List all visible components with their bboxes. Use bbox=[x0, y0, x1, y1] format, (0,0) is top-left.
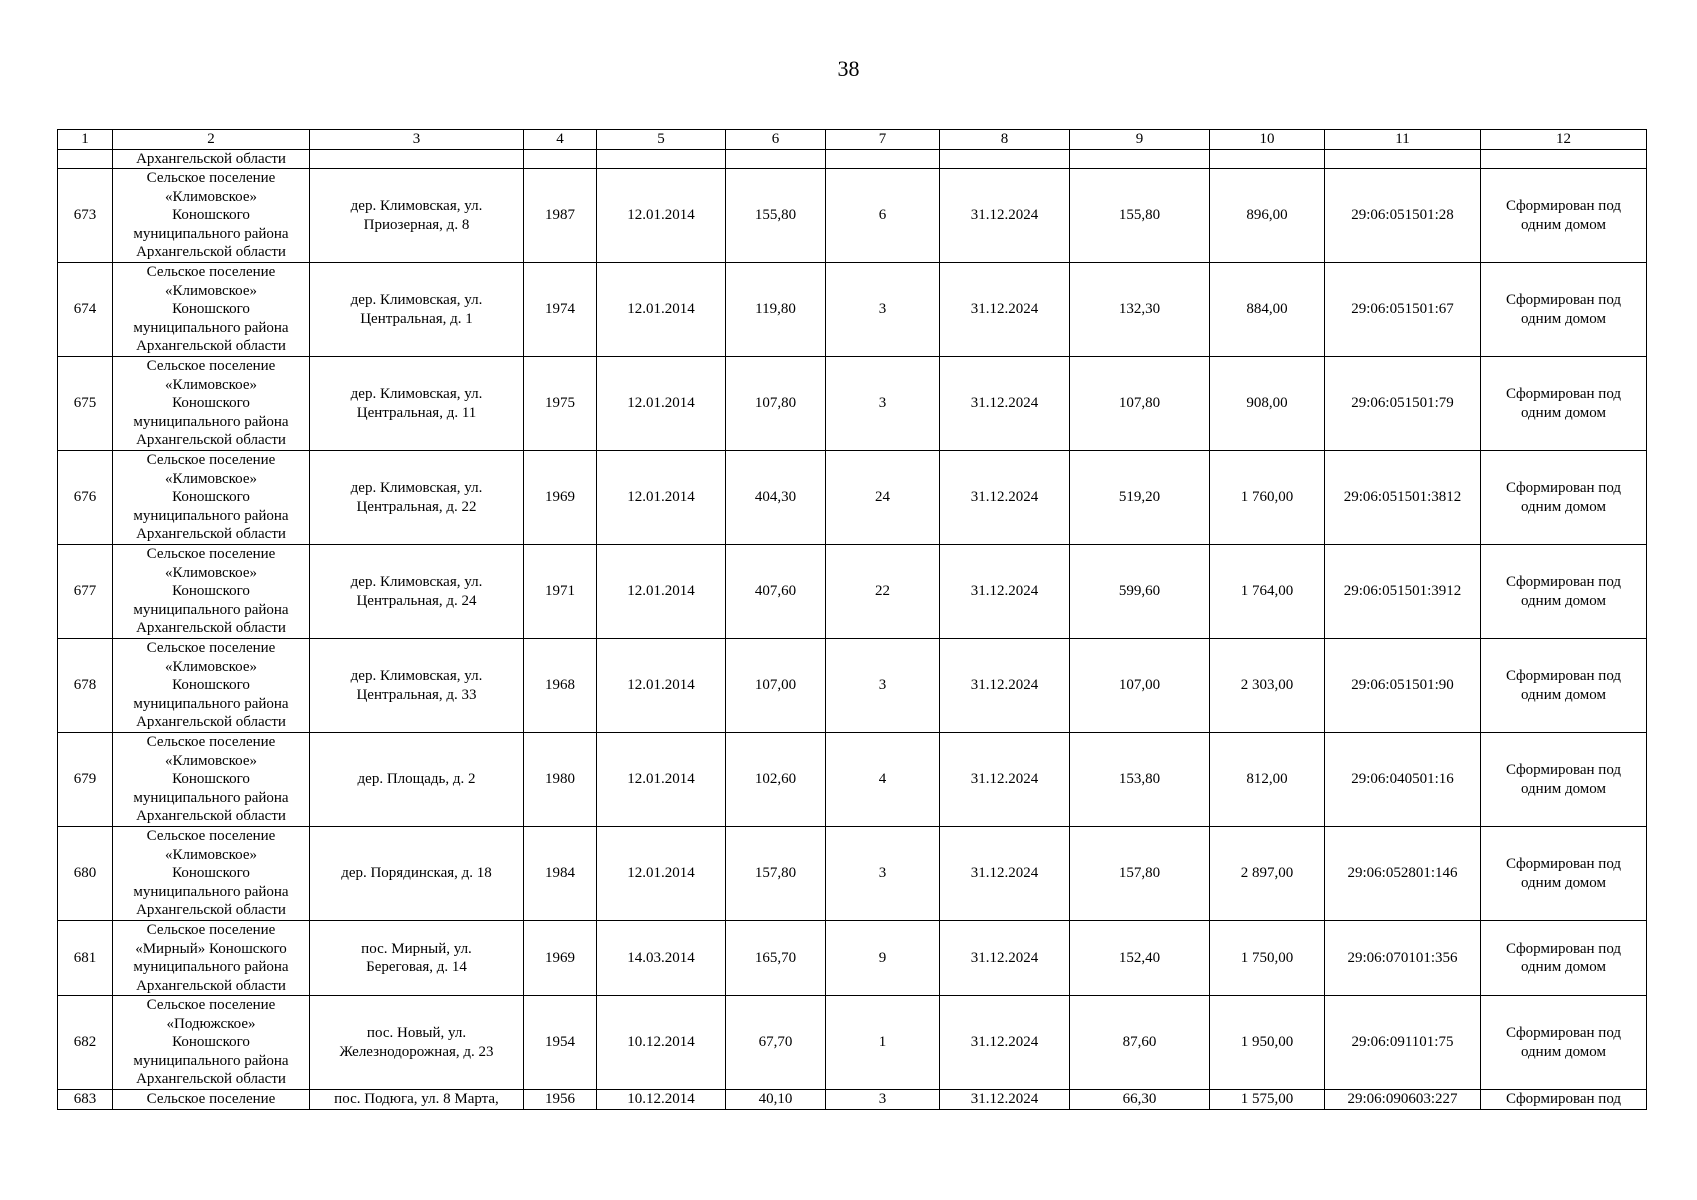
text-line: одним домом bbox=[1520, 216, 1607, 233]
column-header-4: 4 bbox=[524, 130, 597, 150]
text-line: дер. Климовская, ул. bbox=[350, 386, 483, 402]
cell-num bbox=[58, 149, 113, 169]
cell-date: 12.01.2014 bbox=[597, 263, 726, 357]
cell-persons: 9 bbox=[826, 921, 940, 996]
cell-area-2: 152,40 bbox=[1070, 921, 1210, 996]
cell-address bbox=[310, 827, 524, 921]
text-line: Коношского bbox=[172, 1034, 250, 1051]
text-line: дер. Площадь, д. 2 bbox=[357, 771, 476, 788]
cell-cadastre: 29:06:090603:227 bbox=[1325, 1090, 1481, 1110]
cell-status bbox=[1481, 921, 1647, 996]
text-line: «Климовское» bbox=[164, 752, 258, 769]
cell-land-area: 812,00 bbox=[1210, 733, 1325, 827]
cell-area-2: 599,60 bbox=[1070, 545, 1210, 639]
text-line: Сформирован под bbox=[1505, 386, 1622, 402]
cell-area: 119,80 bbox=[726, 263, 826, 357]
text-line: Архангельской области bbox=[136, 714, 286, 731]
text-line: одним домом bbox=[1520, 310, 1607, 327]
cell-land-area: 1 750,00 bbox=[1210, 921, 1325, 996]
cell-municipality bbox=[113, 545, 310, 639]
text-line: Архангельской области bbox=[136, 977, 286, 994]
text-line: муниципального района bbox=[133, 883, 289, 900]
cell-date: 12.01.2014 bbox=[597, 169, 726, 263]
cell-municipality: Архангельской области bbox=[113, 149, 310, 169]
cell-persons: 6 bbox=[826, 169, 940, 263]
cell-date: 12.01.2014 bbox=[597, 451, 726, 545]
cell-date: 12.01.2014 bbox=[597, 639, 726, 733]
cell-land-area: 908,00 bbox=[1210, 357, 1325, 451]
cell-status bbox=[1481, 149, 1647, 169]
text-line: Центральная, д. 22 bbox=[356, 498, 477, 515]
cell-deadline: 31.12.2024 bbox=[940, 451, 1070, 545]
cell-deadline: 31.12.2024 bbox=[940, 639, 1070, 733]
text-line: Коношского bbox=[172, 489, 250, 506]
cell-num: 680 bbox=[58, 827, 113, 921]
cell-status bbox=[1481, 996, 1647, 1090]
text-line: муниципального района bbox=[133, 695, 289, 712]
column-header-12: 12 bbox=[1481, 130, 1647, 150]
text-line: муниципального района bbox=[133, 789, 289, 806]
cell-municipality bbox=[113, 639, 310, 733]
cell-status bbox=[1481, 263, 1647, 357]
cell-municipality bbox=[113, 921, 310, 996]
column-header-5: 5 bbox=[597, 130, 726, 150]
text-line: Сформирован под bbox=[1505, 1025, 1622, 1041]
cell-address bbox=[310, 733, 524, 827]
cell-num: 678 bbox=[58, 639, 113, 733]
text-line: Центральная, д. 11 bbox=[356, 404, 477, 421]
text-line: Архангельской области bbox=[136, 432, 286, 449]
text-line: Сформирован под bbox=[1505, 668, 1622, 684]
text-line: Береговая, д. 14 bbox=[366, 959, 467, 975]
text-line: Сельское поселение bbox=[146, 1091, 276, 1107]
cell-persons: 24 bbox=[826, 451, 940, 545]
cell-num: 675 bbox=[58, 357, 113, 451]
cell-num: 679 bbox=[58, 733, 113, 827]
text-line: «Климовское» bbox=[164, 564, 258, 581]
text-line: пос. Мирный, ул. bbox=[361, 940, 472, 957]
text-line: Сформирован под bbox=[1505, 198, 1622, 214]
cell-year bbox=[524, 149, 597, 169]
text-line: дер. Климовская, ул. bbox=[350, 668, 483, 684]
text-line: дер. Климовская, ул. bbox=[350, 480, 483, 496]
cell-area: 404,30 bbox=[726, 451, 826, 545]
text-line: дер. Порядинская, д. 18 bbox=[341, 865, 492, 882]
text-line: Архангельской области bbox=[136, 338, 286, 355]
text-line: «Климовское» bbox=[164, 658, 258, 675]
cell-address bbox=[310, 263, 524, 357]
text-line: Архангельской области bbox=[136, 1071, 286, 1088]
cell-address bbox=[310, 545, 524, 639]
cell-num: 674 bbox=[58, 263, 113, 357]
cell-deadline: 31.12.2024 bbox=[940, 263, 1070, 357]
text-line: «Мирный» Коношского bbox=[135, 940, 287, 957]
column-header-1: 1 bbox=[58, 130, 113, 150]
cell-area-2: 132,30 bbox=[1070, 263, 1210, 357]
cell-persons bbox=[826, 149, 940, 169]
text-line: Коношского bbox=[172, 865, 250, 882]
cell-num: 677 bbox=[58, 545, 113, 639]
cell-deadline: 31.12.2024 bbox=[940, 996, 1070, 1090]
text-line: Железнодорожная, д. 23 bbox=[339, 1043, 494, 1060]
text-line: Сельское поселение bbox=[146, 358, 276, 375]
text-line: муниципального района bbox=[133, 319, 289, 336]
table-row bbox=[58, 451, 1647, 545]
cell-persons: 3 bbox=[826, 639, 940, 733]
text-line: «Подюжское» bbox=[166, 1015, 256, 1032]
housing-registry-table bbox=[57, 129, 1647, 1110]
text-line: муниципального района bbox=[133, 225, 289, 242]
cell-year: 1954 bbox=[524, 996, 597, 1090]
cell-land-area bbox=[1210, 149, 1325, 169]
text-line: «Климовское» bbox=[164, 846, 258, 863]
text-line: «Климовское» bbox=[164, 282, 258, 299]
text-line: одним домом bbox=[1520, 498, 1607, 515]
text-line: Сельское поселение bbox=[146, 922, 276, 938]
text-line: Центральная, д. 1 bbox=[360, 310, 473, 327]
cell-cadastre: 29:06:051501:67 bbox=[1325, 263, 1481, 357]
cell-land-area: 896,00 bbox=[1210, 169, 1325, 263]
text-line: Коношского bbox=[172, 395, 250, 412]
cell-municipality bbox=[113, 827, 310, 921]
cell-land-area: 1 760,00 bbox=[1210, 451, 1325, 545]
text-line: Сельское поселение bbox=[146, 997, 276, 1014]
cell-area-2: 87,60 bbox=[1070, 996, 1210, 1090]
cell-area-2: 66,30 bbox=[1070, 1090, 1210, 1110]
cell-address bbox=[310, 921, 524, 996]
text-line: Приозерная, д. 8 bbox=[363, 216, 470, 233]
cell-persons: 3 bbox=[826, 263, 940, 357]
cell-year: 1974 bbox=[524, 263, 597, 357]
text-line: дер. Климовская, ул. bbox=[350, 198, 483, 214]
cell-deadline: 31.12.2024 bbox=[940, 827, 1070, 921]
table-row bbox=[58, 263, 1647, 357]
table-row bbox=[58, 169, 1647, 263]
table-row bbox=[58, 921, 1647, 996]
cell-cadastre: 29:06:051501:79 bbox=[1325, 357, 1481, 451]
cell-deadline: 31.12.2024 bbox=[940, 1090, 1070, 1110]
text-line: одним домом bbox=[1520, 1043, 1607, 1060]
cell-area: 155,80 bbox=[726, 169, 826, 263]
text-line: одним домом bbox=[1520, 592, 1607, 609]
cell-cadastre: 29:06:051501:90 bbox=[1325, 639, 1481, 733]
text-line: муниципального района bbox=[133, 959, 289, 975]
cell-address bbox=[310, 451, 524, 545]
cell-cadastre: 29:06:051501:28 bbox=[1325, 169, 1481, 263]
cell-date: 10.12.2014 bbox=[597, 996, 726, 1090]
cell-year: 1987 bbox=[524, 169, 597, 263]
cell-year: 1971 bbox=[524, 545, 597, 639]
cell-date: 12.01.2014 bbox=[597, 827, 726, 921]
cell-status bbox=[1481, 545, 1647, 639]
cell-address bbox=[310, 149, 524, 169]
cell-address bbox=[310, 996, 524, 1090]
header-row bbox=[58, 130, 1647, 150]
text-line: Сельское поселение bbox=[146, 640, 276, 657]
text-line: Сформирован под bbox=[1505, 762, 1622, 778]
cell-land-area: 2 897,00 bbox=[1210, 827, 1325, 921]
cell-deadline: 31.12.2024 bbox=[940, 733, 1070, 827]
table-body bbox=[58, 149, 1647, 1109]
text-line: Коношского bbox=[172, 207, 250, 224]
cell-municipality bbox=[113, 263, 310, 357]
text-line: пос. Новый, ул. bbox=[366, 1025, 467, 1041]
cell-year: 1969 bbox=[524, 921, 597, 996]
page-number: 38 bbox=[837, 56, 860, 81]
cell-cadastre bbox=[1325, 149, 1481, 169]
text-line: одним домом bbox=[1520, 404, 1607, 421]
cell-land-area: 884,00 bbox=[1210, 263, 1325, 357]
cell-cadastre: 29:06:052801:146 bbox=[1325, 827, 1481, 921]
cell-municipality bbox=[113, 357, 310, 451]
cell-status bbox=[1481, 169, 1647, 263]
text-line: дер. Климовская, ул. bbox=[350, 574, 483, 590]
text-line: Сельское поселение bbox=[146, 734, 276, 751]
cell-cadastre: 29:06:051501:3912 bbox=[1325, 545, 1481, 639]
table-row bbox=[58, 996, 1647, 1090]
text-line: Сформирован под bbox=[1505, 856, 1622, 872]
cell-area: 157,80 bbox=[726, 827, 826, 921]
cell-num: 676 bbox=[58, 451, 113, 545]
cell-num: 681 bbox=[58, 921, 113, 996]
table-row bbox=[58, 545, 1647, 639]
cell-status bbox=[1481, 827, 1647, 921]
cell-area: 107,80 bbox=[726, 357, 826, 451]
text-line: одним домом bbox=[1520, 780, 1607, 797]
column-header-2: 2 bbox=[113, 130, 310, 150]
text-line: «Климовское» bbox=[164, 470, 258, 487]
text-line: Сельское поселение bbox=[146, 828, 276, 845]
cell-year: 1969 bbox=[524, 451, 597, 545]
column-header-8: 8 bbox=[940, 130, 1070, 150]
table-row bbox=[58, 733, 1647, 827]
text-line: муниципального района bbox=[133, 507, 289, 524]
text-line: Архангельской области bbox=[136, 244, 286, 261]
cell-year: 1956 bbox=[524, 1090, 597, 1110]
cell-status bbox=[1481, 639, 1647, 733]
cell-deadline: 31.12.2024 bbox=[940, 357, 1070, 451]
cell-area-2: 157,80 bbox=[1070, 827, 1210, 921]
cell-persons: 3 bbox=[826, 1090, 940, 1110]
cell-address bbox=[310, 357, 524, 451]
cell-cadastre: 29:06:051501:3812 bbox=[1325, 451, 1481, 545]
cell-persons: 4 bbox=[826, 733, 940, 827]
text-line: Центральная, д. 24 bbox=[356, 592, 477, 609]
cell-year: 1975 bbox=[524, 357, 597, 451]
cell-land-area: 2 303,00 bbox=[1210, 639, 1325, 733]
cell-persons: 3 bbox=[826, 357, 940, 451]
cell-area bbox=[726, 149, 826, 169]
text-line: дер. Климовская, ул. bbox=[350, 292, 483, 308]
cell-num: 673 bbox=[58, 169, 113, 263]
cell-land-area: 1 950,00 bbox=[1210, 996, 1325, 1090]
text-line: Архангельской области bbox=[136, 902, 286, 919]
cell-municipality bbox=[113, 1090, 310, 1110]
table-row bbox=[58, 827, 1647, 921]
continuation-row bbox=[58, 149, 1647, 169]
cell-land-area: 1 575,00 bbox=[1210, 1090, 1325, 1110]
text-line: муниципального района bbox=[133, 413, 289, 430]
cell-municipality bbox=[113, 996, 310, 1090]
cell-area: 165,70 bbox=[726, 921, 826, 996]
cell-status bbox=[1481, 1090, 1647, 1110]
cell-area-2: 153,80 bbox=[1070, 733, 1210, 827]
text-line: Коношского bbox=[172, 301, 250, 318]
cell-municipality bbox=[113, 451, 310, 545]
table-row bbox=[58, 1090, 1647, 1110]
text-line: Коношского bbox=[172, 583, 250, 600]
text-line: муниципального района bbox=[133, 601, 289, 618]
cell-cadastre: 29:06:040501:16 bbox=[1325, 733, 1481, 827]
cell-area-2 bbox=[1070, 149, 1210, 169]
cell-num: 683 bbox=[58, 1090, 113, 1110]
cell-area-2: 107,80 bbox=[1070, 357, 1210, 451]
text-line: Сельское поселение bbox=[146, 264, 276, 281]
cell-land-area: 1 764,00 bbox=[1210, 545, 1325, 639]
text-line: «Климовское» bbox=[164, 376, 258, 393]
text-line: «Климовское» bbox=[164, 188, 258, 205]
text-line: муниципального района bbox=[133, 1052, 289, 1069]
text-line: Сформирован под bbox=[1505, 940, 1622, 957]
cell-deadline: 31.12.2024 bbox=[940, 169, 1070, 263]
cell-year: 1980 bbox=[524, 733, 597, 827]
column-header-6: 6 bbox=[726, 130, 826, 150]
text-line: одним домом bbox=[1520, 959, 1607, 975]
cell-address bbox=[310, 1090, 524, 1110]
cell-area: 107,00 bbox=[726, 639, 826, 733]
column-number-header bbox=[58, 130, 1647, 150]
cell-date: 12.01.2014 bbox=[597, 357, 726, 451]
cell-persons: 22 bbox=[826, 545, 940, 639]
cell-deadline: 31.12.2024 bbox=[940, 921, 1070, 996]
cell-area-2: 155,80 bbox=[1070, 169, 1210, 263]
cell-area: 67,70 bbox=[726, 996, 826, 1090]
text-line: Сельское поселение bbox=[146, 170, 276, 187]
column-header-7: 7 bbox=[826, 130, 940, 150]
cell-persons: 1 bbox=[826, 996, 940, 1090]
table-row bbox=[58, 357, 1647, 451]
cell-area-2: 107,00 bbox=[1070, 639, 1210, 733]
cell-year: 1968 bbox=[524, 639, 597, 733]
text-line: Коношского bbox=[172, 771, 250, 788]
text-line: пос. Подюга, ул. 8 Марта, bbox=[334, 1091, 499, 1107]
cell-date: 10.12.2014 bbox=[597, 1090, 726, 1110]
cell-municipality bbox=[113, 733, 310, 827]
cell-deadline bbox=[940, 149, 1070, 169]
cell-area-2: 519,20 bbox=[1070, 451, 1210, 545]
text-line: Сельское поселение bbox=[146, 546, 276, 563]
cell-area: 40,10 bbox=[726, 1090, 826, 1110]
column-header-9: 9 bbox=[1070, 130, 1210, 150]
text-line: Коношского bbox=[172, 677, 250, 694]
cell-num: 682 bbox=[58, 996, 113, 1090]
table-row bbox=[58, 639, 1647, 733]
cell-municipality bbox=[113, 169, 310, 263]
text-line: Архангельской области bbox=[136, 526, 286, 543]
text-line: Архангельской области bbox=[136, 620, 286, 637]
cell-address bbox=[310, 639, 524, 733]
cell-area: 407,60 bbox=[726, 545, 826, 639]
cell-date: 12.01.2014 bbox=[597, 733, 726, 827]
cell-status bbox=[1481, 733, 1647, 827]
column-header-11: 11 bbox=[1325, 130, 1481, 150]
text-line: Сельское поселение bbox=[146, 452, 276, 469]
text-line: Сформирован под bbox=[1505, 574, 1622, 590]
text-line: одним домом bbox=[1520, 874, 1607, 891]
cell-date bbox=[597, 149, 726, 169]
column-header-3: 3 bbox=[310, 130, 524, 150]
text-line: Сформирован под bbox=[1505, 1091, 1622, 1107]
text-line: Сформирован под bbox=[1505, 292, 1622, 308]
cell-cadastre: 29:06:070101:356 bbox=[1325, 921, 1481, 996]
cell-area: 102,60 bbox=[726, 733, 826, 827]
cell-status bbox=[1481, 451, 1647, 545]
cell-status bbox=[1481, 357, 1647, 451]
cell-year: 1984 bbox=[524, 827, 597, 921]
cell-date: 12.01.2014 bbox=[597, 545, 726, 639]
text-line: Сформирован под bbox=[1505, 480, 1622, 496]
cell-persons: 3 bbox=[826, 827, 940, 921]
text-line: Архангельской области bbox=[136, 808, 286, 825]
cell-date: 14.03.2014 bbox=[597, 921, 726, 996]
column-header-10: 10 bbox=[1210, 130, 1325, 150]
cell-address bbox=[310, 169, 524, 263]
text-line: одним домом bbox=[1520, 686, 1607, 703]
text-line: Центральная, д. 33 bbox=[356, 686, 477, 703]
cell-cadastre: 29:06:091101:75 bbox=[1325, 996, 1481, 1090]
cell-deadline: 31.12.2024 bbox=[940, 545, 1070, 639]
